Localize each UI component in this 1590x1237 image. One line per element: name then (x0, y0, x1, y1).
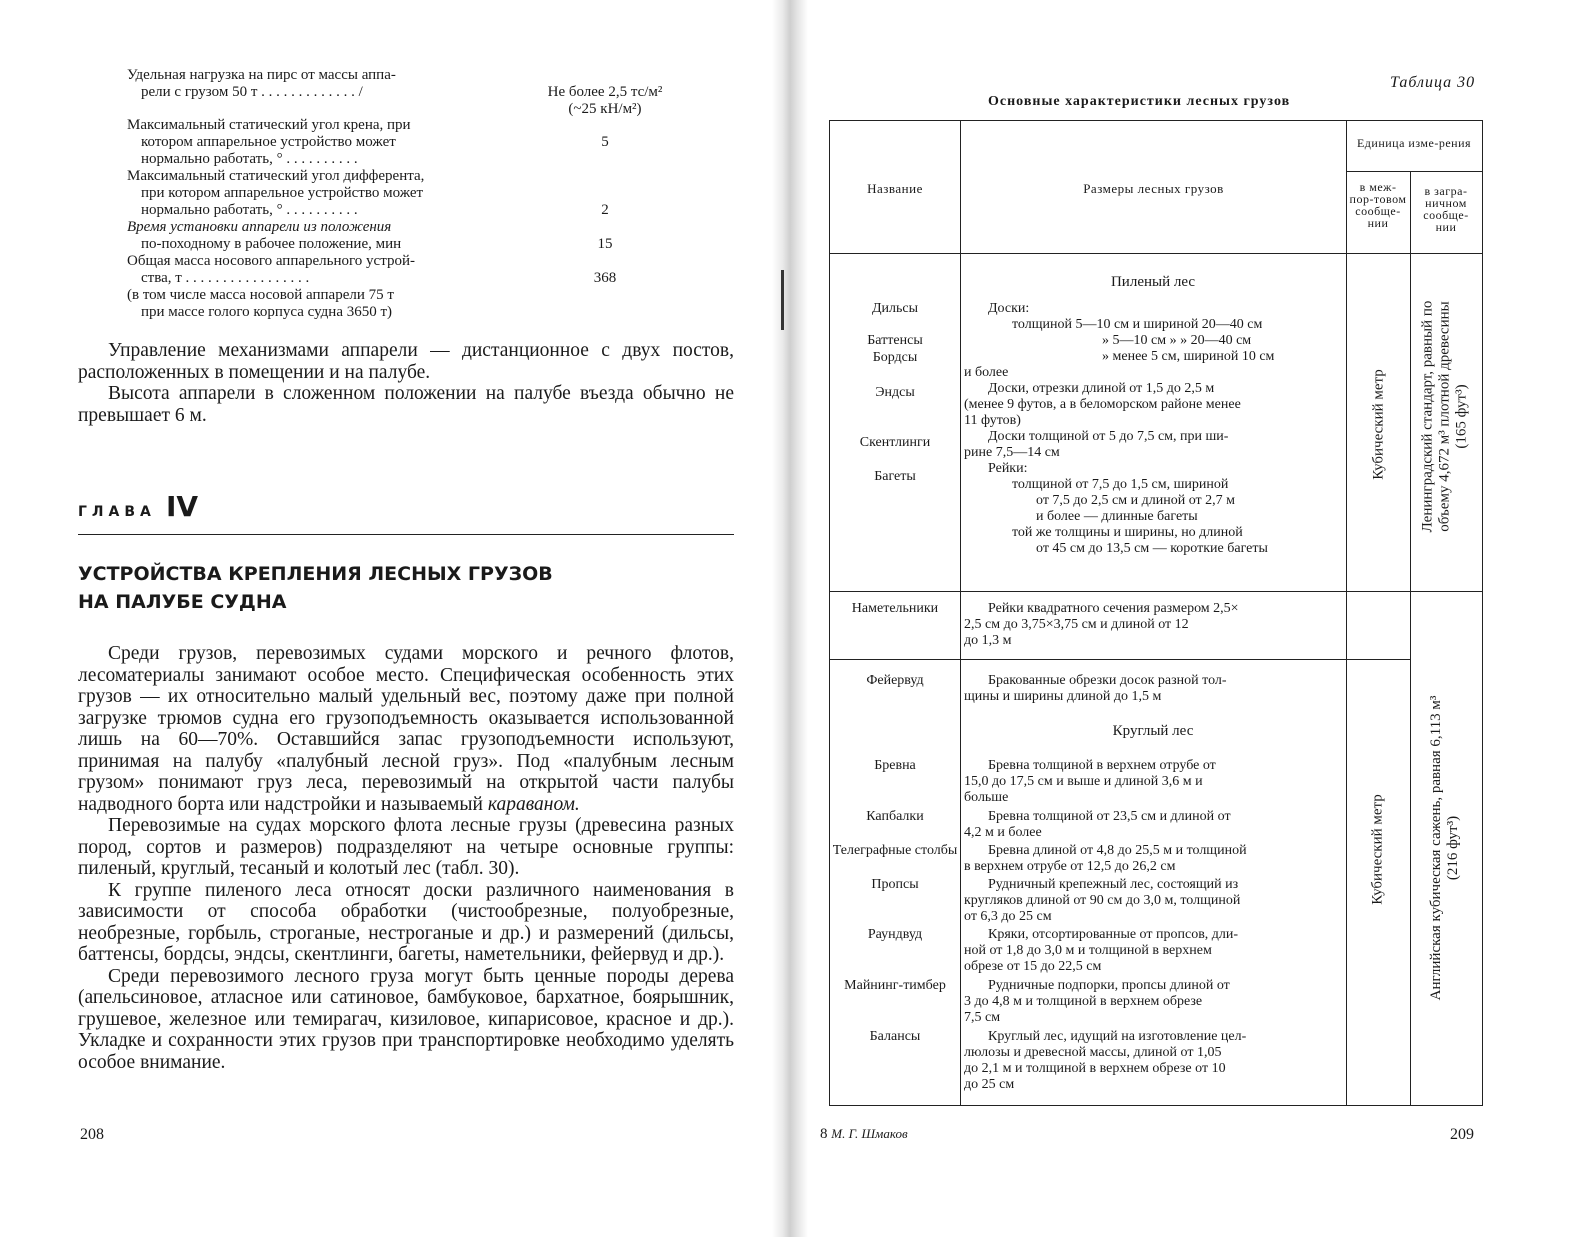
spec-row: Удельная нагрузка на пирс от массы аппа- рели с грузом 50 т . . . . . . . . . . . . . / Не более 2,5 тс/м² (~25 кН/м²) (127, 67, 663, 117)
table-caption: Таблица 30 (1390, 74, 1476, 91)
item-desc: Рудничные подпорки, пропсы длиной от 3 до 4,8 м и толщиной в верхнем обрезе 7,5 см (964, 978, 1230, 1025)
chapter-label: ГЛАВА (78, 504, 156, 520)
section-title-round: Круглый лес (1112, 723, 1194, 739)
spec-row: (в том числе масса носовой аппарели 75 т при массе голого корпуса судна 3650 т) (127, 287, 394, 320)
paragraph: Среди грузов, перевозимых судами морского и речного флотов, лесоматериалы занимают особое место. Специфическая особенность этих грузов — их относительно малый удельный вес, поэтому даже при полной загрузке трюмов судна его грузоподъемность оказывается использованной лишь на 60—70%. Оставшийся запас грузоподъемности используют, принимая на палубу «палубный лесной груз». Под «палубным лесным грузом» понимают груз леса, перевозимый на открытой части палубы надводного борта или надстройки и называемый караваном. (78, 643, 734, 815)
item-name: Майнинг-тимбер (844, 978, 946, 993)
item-name: Багеты (874, 469, 916, 484)
unit-foreign-2: Английская кубическая сажень, равная 6,113 м³ (216 фут³) (1428, 695, 1461, 1001)
left-page (0, 0, 775, 1237)
item-desc: Бревна толщиной в верхнем отрубе от 15,0 до 17,5 см и выше и длиной 3,6 м и больше (964, 758, 1216, 805)
spec-row: Время установки аппарели из положения по-походному в рабочее положение, мин 15 (127, 219, 613, 252)
paragraph: Среди перевозимого лесного груза могут быть ценные породы дерева (апельсиновое, атласное или сатиновое, бамбуковое, бархатное, боярышник, грушевое, железное или темирагач, кизиловое, кипарисовое, красное и др.). Укладке и сохранности этих грузов при транспортировке необходимо уделять особое внимание. (78, 965, 734, 1073)
item-name: Фейервуд (866, 673, 924, 688)
gutter-mark (781, 270, 784, 330)
lumber-table (829, 120, 1483, 1106)
table-title: Основные характеристики лесных грузов (988, 94, 1291, 109)
book-gutter (772, 0, 808, 1237)
chapter-header (78, 490, 734, 535)
section-title-sawn: Пиленый лес (1110, 274, 1196, 290)
item-name: Балансы (869, 1029, 921, 1044)
item-name: Дильсы (871, 301, 919, 316)
header-unit: Единица изме-рения (1356, 136, 1472, 150)
item-name: Бордсы (872, 350, 918, 365)
item-name: Баттенсы (867, 333, 923, 348)
item-name: Телеграфные столбы (832, 843, 958, 858)
item-desc: Бревна толщиной от 23,5 см и длиной от 4,2 м и более (964, 809, 1231, 840)
item-desc: Рудничный крепежный лес, состоящий из кругляков длиной от 90 см до 3,0 м, толщиной от 6,3 до 25 см (964, 877, 1241, 924)
item-desc: Бревна длиной от 4,8 до 25,5 м и толщиной в верхнем отрубе от 12,5 до 26,2 см (964, 843, 1247, 874)
item-desc: Круглый лес, идущий на изготовление цел- люлозы и древесной массы, длиной от 1,05 до 2,1 м и толщиной в верхнем обрезе от 10 до 25 см (964, 1029, 1247, 1092)
paragraph: Перевозимые на судах морского флота лесные грузы (древесина разных пород, сортов и размеров) подразделяют на четыре основные группы: пиленый, круглый, тесаный и колотый лес (табл. 30). (78, 815, 734, 879)
item-name: Наметельники (851, 601, 939, 616)
header-unit-inner: в меж-пор-товом сообще-нии (1349, 180, 1407, 230)
paragraph: К группе пиленого леса относят доски различного наименования в зависимости от способа обработки (чистообрезные, полуобрезные, необрезные, горбыль, строганые, нестроганые и др.) и размерений (дильсы, баттенсы, бордсы, эндсы, скентлинги, багеты, наметельники, фейервуд и др.). (78, 879, 734, 965)
body-text (78, 643, 734, 1073)
item-name: Скентлинги (859, 435, 931, 450)
item-name: Пропсы (871, 877, 919, 892)
page-number: 209 (1450, 1126, 1474, 1143)
unit-inner-1: Кубический метр (1370, 369, 1387, 480)
item-desc: Доски: толщиной 5—10 см и шириной 20—40 см » 5—10 см » » 20—40 см » менее 5 см, шириной 10 см и более Доски, отрезки длиной от 1,5 до 2,5 м (менее 9 футов, а в беломорском районе менее 11 футов) Доски толщиной от 5 до 7,5 см, при ши- рине 7,5—14 см Рейки: толщиной от 7,5 до 1,5 см, шириной от 7,5 до 2,5 см и длиной от 2,7 м и более — длинные багеты той же толщины и ширины, но длиной от 45 см до 13,5 см — короткие багеты (964, 301, 1275, 556)
chapter-number: IV (166, 490, 199, 523)
header-name: Название (867, 181, 923, 196)
unit-foreign-1: Ленинградский стандарт, равный по объему 4,672 м³ плотной древесины (165 фут³) (1419, 300, 1470, 533)
spec-list (127, 67, 707, 321)
header-sizes: Размеры лесных грузов (1083, 181, 1224, 196)
item-desc: Бракованные обрезки досок разной тол- щины и ширины длиной до 1,5 м (964, 673, 1227, 704)
spec-row: Общая масса носового аппарельного устрой- ства, т . . . . . . . . . . . . . . . . . 368 (127, 253, 617, 286)
item-desc: Кряки, отсортированные от пропсов, дли- ной от 1,8 до 3,0 м и толщиной в верхнем обрезе от 15 до 22,5 см (964, 927, 1239, 974)
item-name: Бревна (874, 758, 916, 773)
item-name: Раундвуд (867, 927, 923, 942)
spec-row: Максимальный статический угол крена, при котором аппарельное устройство может нормально работать, ° . . . . . . . . . . 5 (127, 117, 609, 167)
page-number: 208 (80, 1126, 104, 1143)
unit-inner-2: Кубический метр (1369, 794, 1386, 905)
item-desc: Рейки квадратного сечения размером 2,5× 2,5 см до 3,75×3,75 см и длиной от 12 до 1,3 м (964, 601, 1239, 648)
spec-row: Максимальный статический угол дифферента, при котором аппарельное устройство может нормально работать, ° . . . . . . . . . . 2 (127, 168, 609, 218)
signature: 8 М. Г. Шмаков (820, 1126, 908, 1142)
item-name: Капбалки (866, 809, 924, 824)
header-unit-foreign: в загра-ничном сообще-нии (1423, 184, 1469, 234)
chapter-title: УСТРОЙСТВА КРЕПЛЕНИЯ ЛЕСНЫХ ГРУЗОВ НА ПАЛУБЕ СУДНА (78, 563, 553, 613)
item-name: Эндсы (875, 385, 915, 400)
intro-text: Управление механизмами аппарели — дистанционное с двух постов, расположенных в помещении и на палубе. Высота аппарели в сложенном положении на палубе въезда обычно не превышает 6 м. (78, 340, 734, 426)
